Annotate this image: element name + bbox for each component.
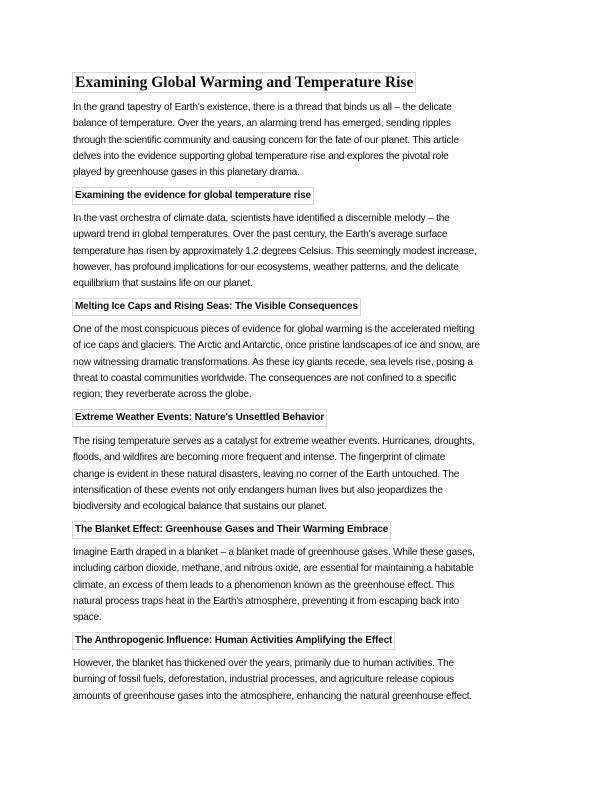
paragraph-line: biodiversity and ecological balance that sustains our planet.	[73, 501, 327, 513]
paragraph-line: floods, and wildfires are becoming more frequent and intense. The fingerprint of climate	[73, 452, 446, 464]
body-paragraph	[73, 322, 480, 403]
paragraph-line: space.	[73, 612, 102, 624]
paragraph-line: One of the most conspicuous pieces of evidence for global warming is the accelerated melting	[73, 324, 475, 335]
paragraph-line: temperature has risen by approximately 1.2 degrees Celsius. This seemingly modest increase,	[73, 245, 477, 257]
section-heading: The Anthropogenic Influence: Human Activities Amplifying the Effect	[72, 632, 395, 650]
paragraph-line: burning of fossil fuels, deforestation, industrial processes, and agriculture release copious	[73, 674, 454, 686]
paragraph-line: equilibrium that sustains life on our planet.	[73, 278, 253, 290]
paragraph-line: natural process traps heat in the Earth's atmosphere, preventing it from escaping back into	[73, 595, 460, 607]
paragraph-line: In the vast orchestra of climate data, scientists have identified a discernible melody – the	[73, 213, 450, 224]
paragraph-line: intensification of these events not only endangers human lives but also jeopardizes the	[73, 484, 443, 496]
section-heading: Extreme Weather Events: Nature's Unsettled Behavior	[72, 409, 327, 427]
paragraph-line: however, has profound implications for our ecosystems, weather patterns, and the delicate	[73, 261, 459, 273]
paragraph-line: through the scientific community and causing concern for the fate of our planet. This article	[73, 134, 459, 146]
paragraph-line: region; they reverberate across the globe.	[73, 389, 252, 401]
paragraph-line: including carbon dioxide, methane, and nitrous oxide, are essential for maintaining a habitable	[73, 563, 474, 575]
paragraph-line: amounts of greenhouse gases into the atmosphere, enhancing the natural greenhouse effect.	[73, 690, 472, 702]
paragraph-line: played by greenhouse gases in this planetary drama.	[73, 167, 300, 179]
paragraph-line: threat to coastal communities worldwide. The consequences are not confined to a specific	[73, 372, 457, 384]
paragraph-line: The rising temperature serves as a catalyst for extreme weather events. Hurricanes, droughts,	[73, 436, 475, 447]
body-paragraph	[73, 100, 459, 181]
paragraph-line: In the grand tapestry of Earth's existence, there is a thread that binds us all – the delicate	[73, 102, 452, 113]
section-heading: Examining the evidence for global temperature rise	[72, 187, 314, 205]
paragraph-line: now witnessing dramatic transformations. As these icy giants recede, sea levels rise, posing a	[73, 356, 473, 368]
document-title: Examining Global Warming and Temperature Rise	[72, 72, 416, 93]
body-paragraph	[73, 545, 475, 626]
paragraph-line: Imagine Earth draped in a blanket – a blanket made of greenhouse gases. While these gases,	[73, 547, 475, 558]
body-paragraph	[73, 434, 475, 515]
paragraph-line: of ice caps and glaciers. The Arctic and Antarctic, once pristine landscapes of ice and snow, are	[73, 340, 480, 352]
paragraph-line: delves into the evidence supporting global temperature rise and explores the pivotal role	[73, 150, 449, 162]
paragraph-line: upward trend in global temperatures. Over the past century, the Earth's average surface	[73, 229, 448, 241]
paragraph-line: climate, an excess of them leads to a phenomenon known as the greenhouse effect. This	[73, 579, 455, 591]
paragraph-line: balance of temperature. Over the years, an alarming trend has emerged, sending ripples	[73, 118, 451, 130]
body-paragraph	[73, 211, 477, 292]
paragraph-line: However, the blanket has thickened over the years, primarily due to human activities. The	[73, 658, 454, 669]
paragraph-line: change is evident in these natural disasters, leaving no corner of the Earth untouched. The	[73, 468, 460, 480]
body-paragraph	[73, 656, 472, 705]
section-heading: Melting Ice Caps and Rising Seas: The Visible Consequences	[72, 298, 361, 316]
section-heading: The Blanket Effect: Greenhouse Gases and Their Warming Embrace	[72, 521, 391, 539]
